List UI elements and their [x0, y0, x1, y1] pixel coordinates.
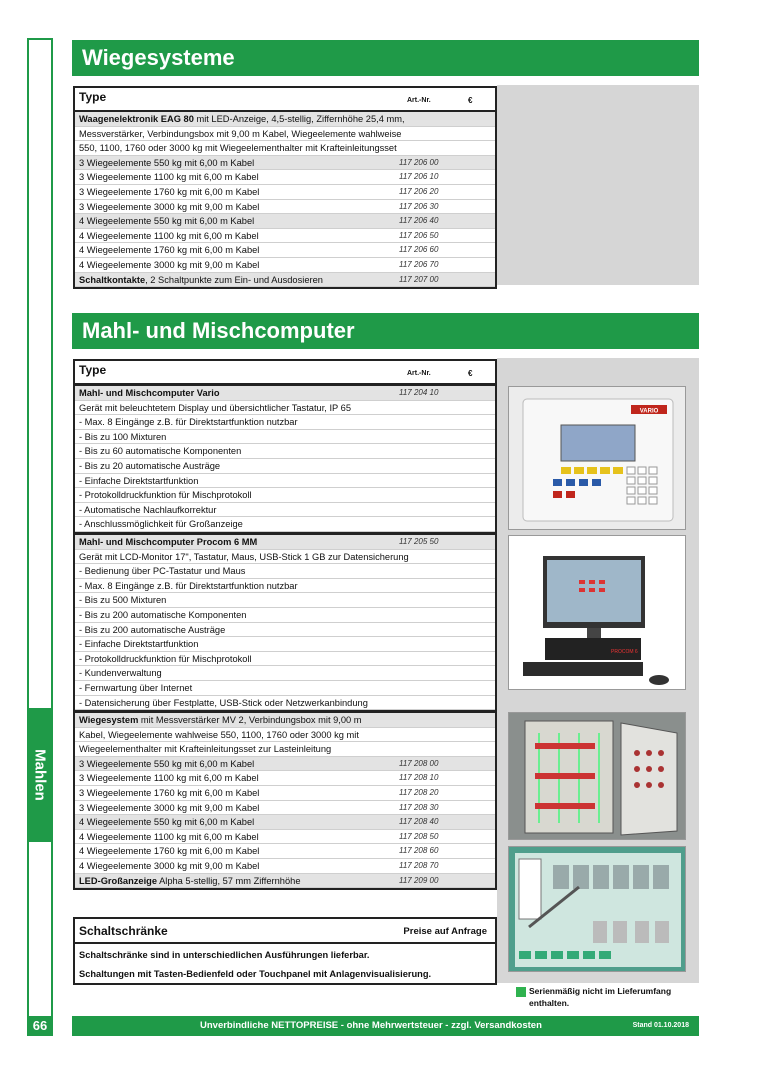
row-art: 117 208 00	[399, 758, 439, 768]
feature-line: - Bis zu 500 Mixturen	[75, 593, 495, 608]
legend-text: Serienmäßig nicht im Lieferumfang enthalten.	[529, 986, 672, 1008]
feature-line: - Bis zu 60 automatische Komponenten	[75, 444, 495, 459]
row-text: 4 Wiegeelemente 1100 kg mit 6,00 m Kabel	[79, 831, 259, 842]
header-type: Type	[79, 363, 107, 377]
product-art: 117 205 50	[399, 537, 439, 546]
intro-rest: mit Messverstärker MV 2, Verbindungsbox mit 9,00 m	[138, 715, 362, 725]
intro-rest: mit LED-Anzeige, 4,5-stellig, Ziffernhöhe 25,4 mm,	[193, 114, 405, 124]
feature-line: - Kundenverwaltung	[75, 666, 495, 681]
row-art: 117 206 10	[399, 172, 439, 182]
feature-line: - Anschlussmöglichkeit für Großanzeige	[75, 517, 495, 532]
table-row	[75, 185, 495, 200]
product-title-row	[75, 386, 495, 401]
table-row	[75, 771, 495, 786]
feature-line: - Bis zu 20 automatische Austräge	[75, 459, 495, 474]
row-text: 3 Wiegeelemente 550 kg mit 6,00 m Kabel	[79, 758, 255, 769]
table-header	[75, 361, 495, 385]
feature-line: - Einfache Direktstartfunktion	[75, 474, 495, 489]
header-eur: €	[468, 369, 473, 378]
product-vario	[73, 384, 497, 534]
header-art: Art.-Nr.	[407, 97, 431, 104]
table-row	[75, 170, 495, 185]
feature-line: - Max. 8 Eingänge z.B. für Direktstartfunktion nutzbar	[75, 579, 495, 594]
row-art: 117 208 40	[399, 817, 439, 827]
footer-main-text: Unverbindliche NETTOPREISE - ohne Mehrwertsteuer - zzgl. Versandkosten	[200, 1020, 542, 1031]
row-text: 4 Wiegeelemente 1760 kg mit 6,00 m Kabel	[79, 846, 260, 857]
feature-line: - Protokolldruckfunktion für Mischprotokoll	[75, 488, 495, 503]
visualization-screen-image	[508, 846, 686, 972]
header-art: Art.-Nr.	[407, 370, 431, 377]
intro-bold: Wiegesystem	[79, 715, 139, 725]
table-wiegesysteme	[73, 86, 497, 289]
table-mischcomputer	[73, 359, 497, 387]
table-row	[75, 229, 495, 244]
row-bold: Schaltkontakte	[79, 274, 146, 285]
row-text: 3 Wiegeelemente 550 kg mit 6,00 m Kabel	[79, 157, 255, 168]
schalt-title: Schaltschränke	[79, 924, 168, 938]
row-art: 117 206 50	[399, 230, 439, 240]
row-text: 4 Wiegeelemente 550 kg mit 6,00 m Kabel	[79, 817, 255, 828]
product-art: 117 204 10	[399, 388, 439, 397]
side-tab-label: Mahlen	[31, 749, 49, 801]
row-art: 117 208 20	[399, 787, 439, 797]
control-cabinet-image	[508, 712, 686, 840]
feature-line: Gerät mit beleuchtetem Display und übersichtlicher Tastatur, IP 65	[75, 401, 495, 416]
row-text: 4 Wiegeelemente 3000 kg mit 9,00 m Kabel	[79, 259, 260, 270]
table-row	[75, 214, 495, 229]
intro-line: Kabel, Wiegeelemente wahlweise 550, 1100, 1760 oder 3000 kg mit	[75, 728, 495, 743]
row-rest: , 2 Schaltpunkte zum Ein- und Ausdosieren	[145, 274, 323, 285]
procom-brand-text: PROCOM 6	[611, 649, 638, 655]
row-rest: Alpha 5-stellig, 57 mm Ziffernhöhe	[157, 875, 301, 886]
feature-line: - Datensicherung über Festplatte, USB-Stick oder Netzwerkanbindung	[75, 696, 495, 711]
table-row	[75, 801, 495, 816]
row-text: 4 Wiegeelemente 1100 kg mit 6,00 m Kabel	[79, 230, 259, 241]
procom-computer-image	[508, 535, 686, 690]
side-border	[27, 38, 53, 1016]
schalt-line: Schaltschränke sind in unterschiedlichen Ausführungen lieferbar.	[79, 950, 370, 960]
row-art: 117 207 00	[399, 274, 439, 284]
table-row	[75, 200, 495, 215]
feature-line: - Fernwartung über Internet	[75, 681, 495, 696]
header-type: Type	[79, 90, 107, 104]
intro-bold: Waagenelektronik EAG 80	[79, 114, 194, 124]
table-row	[75, 243, 495, 258]
row-text: 3 Wiegeelemente 1100 kg mit 6,00 m Kabel	[79, 773, 259, 784]
row-art: 117 206 60	[399, 245, 439, 255]
table-row	[75, 786, 495, 801]
row-text: 3 Wiegeelemente 3000 kg mit 9,00 m Kabel	[79, 201, 260, 212]
table-row	[75, 815, 495, 830]
vario-device-image	[508, 386, 686, 530]
feature-line: - Einfache Direktstartfunktion	[75, 637, 495, 652]
page-number: 66	[27, 1016, 53, 1036]
schalt-price: Preise auf Anfrage	[403, 926, 487, 937]
feature-line: - Protokolldruckfunktion für Mischprotokoll	[75, 652, 495, 667]
feature-line: - Automatische Nachlaufkorrektur	[75, 503, 495, 518]
intro-row	[75, 713, 495, 728]
schaltschraenke-box	[73, 917, 497, 985]
intro-line: Wiegeelementhalter mit Krafteinleitungsset zur Lasteinleitung	[75, 742, 495, 757]
row-art: 117 208 60	[399, 846, 439, 856]
row-text: 4 Wiegeelemente 550 kg mit 6,00 m Kabel	[79, 216, 255, 227]
side-tab	[27, 708, 53, 842]
table-row	[75, 844, 495, 859]
footer-bar	[72, 1016, 699, 1036]
row-art: 117 206 00	[399, 157, 439, 167]
intro-row	[75, 112, 495, 127]
row-art: 117 206 30	[399, 201, 439, 211]
row-art: 117 208 30	[399, 802, 439, 812]
product-title: Mahl- und Mischcomputer Vario	[79, 388, 220, 398]
row-bold: LED-Großanzeige	[79, 875, 157, 886]
product-wiegesystem	[73, 711, 497, 890]
table-row	[75, 258, 495, 273]
feature-line: - Bis zu 200 automatische Austräge	[75, 623, 495, 638]
row-text: 4 Wiegeelemente 3000 kg mit 9,00 m Kabel	[79, 860, 260, 871]
row-text: 3 Wiegeelemente 1100 kg mit 6,00 m Kabel	[79, 172, 259, 183]
footer-date: Stand 01.10.2018	[632, 1022, 689, 1029]
table-row	[75, 156, 495, 171]
feature-line: - Bis zu 100 Mixturen	[75, 430, 495, 445]
table-row	[75, 830, 495, 845]
feature-line: - Bis zu 200 automatische Komponenten	[75, 608, 495, 623]
feature-line: - Bedienung über PC-Tastatur und Maus	[75, 564, 495, 579]
row-text: 3 Wiegeelemente 1760 kg mit 6,00 m Kabel	[79, 787, 260, 798]
schalt-line: Schaltungen mit Tasten-Bedienfeld oder Touchpanel mit Anlagenvisualisierung.	[79, 969, 432, 979]
header-eur: €	[468, 96, 473, 105]
intro-line: 550, 1100, 1760 oder 3000 kg mit Wiegeelementhalter mit Krafteinleitungsset	[75, 141, 495, 156]
row-art: 117 206 70	[399, 259, 439, 269]
row-art: 117 208 50	[399, 831, 439, 841]
row-text: 4 Wiegeelemente 1760 kg mit 6,00 m Kabel	[79, 245, 260, 256]
table-row	[75, 859, 495, 874]
table-row	[75, 757, 495, 772]
product-title: Mahl- und Mischcomputer Procom 6 MM	[79, 537, 258, 547]
row-art: 117 209 00	[399, 875, 439, 885]
row-text: 3 Wiegeelemente 1760 kg mit 6,00 m Kabel	[79, 186, 260, 197]
row-art: 117 208 10	[399, 773, 439, 783]
row-art: 117 208 70	[399, 860, 439, 870]
section-title-mischcomputer: Mahl- und Mischcomputer	[72, 313, 699, 349]
feature-line: - Max. 8 Eingänge z.B. für Direktstartfunktion nutzbar	[75, 415, 495, 430]
vario-brand-text: VARIO	[639, 408, 659, 415]
section-title-wiegesysteme: Wiegesysteme	[72, 40, 699, 76]
table-row	[75, 874, 495, 889]
table-header	[75, 88, 495, 112]
row-art: 117 206 20	[399, 186, 439, 196]
product-procom	[73, 533, 497, 712]
legend-swatch	[516, 987, 526, 997]
schalt-header	[75, 919, 495, 944]
row-art: 117 206 40	[399, 216, 439, 226]
product-title-row	[75, 535, 495, 550]
table-row	[75, 273, 495, 288]
row-text: 3 Wiegeelemente 3000 kg mit 9,00 m Kabel	[79, 802, 260, 813]
intro-line: Messverstärker, Verbindungsbox mit 9,00 m Kabel, Wiegeelemente wahlweise	[75, 127, 495, 142]
feature-line: Gerät mit LCD-Monitor 17", Tastatur, Maus, USB-Stick 1 GB zur Datensicherung	[75, 550, 495, 565]
grey-panel	[497, 85, 699, 285]
